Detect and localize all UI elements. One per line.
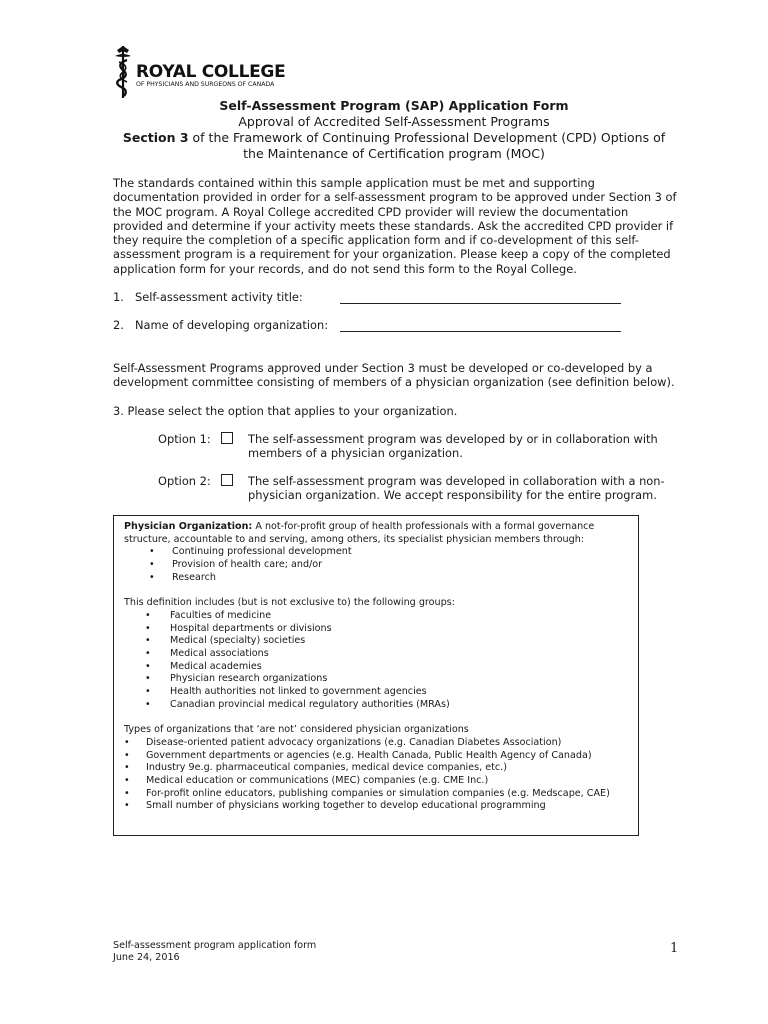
section-line <box>110 130 678 146</box>
question-1-label: Self-assessment activity title: <box>135 290 303 304</box>
list-item: • For-profit online educators, publishing companies or simulation companies (e.g. Medscape, CAE) <box>124 787 610 799</box>
bullet: • <box>145 622 151 634</box>
definition-box <box>113 515 639 836</box>
through-list <box>124 546 629 584</box>
includes-list <box>124 610 629 712</box>
list-item: • Research <box>149 571 217 583</box>
list-item: • Medical associations <box>145 648 269 660</box>
bullet: • <box>149 546 155 558</box>
organization-name-field[interactable] <box>340 331 621 332</box>
page-number: 1 <box>670 941 679 956</box>
option-1-label: Option 1: <box>158 432 211 446</box>
bullet: • <box>124 775 130 787</box>
list-item: • Medical academies <box>145 660 262 672</box>
question-2 <box>113 318 328 332</box>
list-item: • Medical education or communications (MEC) companies (e.g. CME Inc.) <box>124 775 489 787</box>
includes-intro: This definition includes (but is not exclusive to) the following groups: <box>124 597 455 609</box>
list-item: • Physician research organizations <box>145 673 328 685</box>
section-description: of the Framework of Continuing Professional Development (CPD) Options of <box>188 130 666 145</box>
bullet: • <box>145 698 151 710</box>
option-1-text: The self-assessment program was developed by or in collaboration with members of a physician organization. <box>248 432 658 461</box>
question-3: 3. Please select the option that applies to your organization. <box>113 404 458 418</box>
bullet: • <box>145 648 151 660</box>
list-item: • Canadian provincial medical regulatory authorities (MRAs) <box>145 698 450 710</box>
definition-paragraph <box>124 521 629 546</box>
bullet: • <box>124 762 130 774</box>
form-heading <box>110 98 678 162</box>
list-item: • Faculties of medicine <box>145 609 272 621</box>
bullet: • <box>124 800 130 812</box>
question-1-number: 1. <box>113 290 124 304</box>
list-item: • Industry 9e.g. pharmaceutical companies, medical device companies, etc.) <box>124 762 507 774</box>
definition-text: A not-for-profit group of health professionals with a formal governance structure, accountable to and serving, among others, its specialist physician members through: <box>124 521 595 545</box>
list-item: • Medical (specialty) societies <box>145 635 306 647</box>
option-2-label: Option 2: <box>158 474 211 488</box>
section-note: Self-Assessment Programs approved under Section 3 must be developed or co-developed by a development committee consisting of members of a physician organization (see definition below). <box>113 361 675 390</box>
intro-paragraph: The standards contained within this sample application must be met and supporting documentation provided in order for a self-assessment program to be approved under Section 3 of the MOC program. A Royal College accredited CPD provider will review the documentation provided and determine if your activity meets these standards. Ask the accredited CPD provider if they require the completion of a specific application form and if co-development of this self-assessment program is a requirement for your organization. Please keep a copy of the completed application form for your records, and do not send this form to the Royal College. <box>113 176 677 276</box>
option-2-checkbox[interactable] <box>221 474 233 486</box>
section-label: Section 3 <box>122 130 189 145</box>
bullet: • <box>124 749 130 761</box>
option-1-checkbox[interactable] <box>221 432 233 444</box>
bullet: • <box>145 660 151 672</box>
list-item: • Government departments or agencies (e.g. Health Canada, Public Health Agency of Canada) <box>124 749 592 761</box>
list-item: • Disease-oriented patient advocacy organizations (e.g. Canadian Diabetes Association) <box>124 736 562 748</box>
bullet: • <box>145 686 151 698</box>
bullet: • <box>149 559 155 571</box>
footer-document-name: Self-assessment program application form <box>113 940 317 951</box>
list-item: • Continuing professional development <box>149 546 352 558</box>
bullet: • <box>149 571 155 583</box>
list-item: • Provision of health care; and/or <box>149 559 323 571</box>
form-subtitle: Approval of Accredited Self-Assessment Programs <box>238 114 550 129</box>
activity-title-field[interactable] <box>340 303 621 304</box>
question-2-label: Name of developing organization: <box>135 318 329 332</box>
footer <box>113 940 316 964</box>
list-item: • Small number of physicians working together to develop educational programming <box>124 800 546 812</box>
royal-college-logo <box>112 44 286 100</box>
question-2-number: 2. <box>113 318 124 332</box>
bullet: • <box>145 673 151 685</box>
bullet: • <box>124 787 130 799</box>
list-item: • Health authorities not linked to government agencies <box>145 686 427 698</box>
not-included-intro: Types of organizations that ‘are not’ considered physician organizations <box>124 724 469 736</box>
footer-date: June 24, 2016 <box>113 952 180 963</box>
bullet: • <box>145 609 151 621</box>
option-2-text: The self-assessment program was developed in collaboration with a non-physician organization. We accept responsibility for the entire program. <box>248 474 665 503</box>
section-line-2: the Maintenance of Certification program (MOC) <box>243 146 545 161</box>
not-included-list <box>124 737 629 813</box>
bullet: • <box>124 736 130 748</box>
form-title: Self-Assessment Program (SAP) Application Form <box>219 98 569 113</box>
logo-subtitle: OF PHYSICIANS AND SURGEONS OF CANADA <box>136 81 275 88</box>
logo-name: ROYAL COLLEGE <box>136 62 286 82</box>
list-item: • Hospital departments or divisions <box>145 622 332 634</box>
caduceus-icon <box>112 44 134 100</box>
question-1 <box>113 290 303 304</box>
definition-term: Physician Organization: <box>124 521 253 532</box>
bullet: • <box>145 635 151 647</box>
